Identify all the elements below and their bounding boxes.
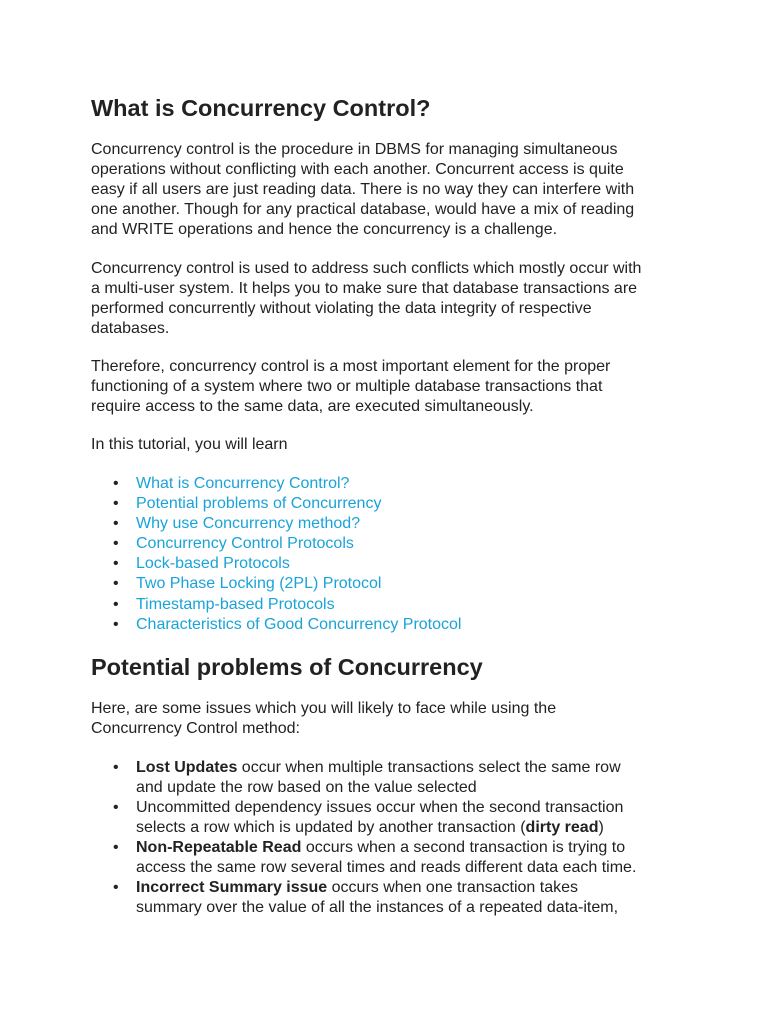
text-line: performed concurrently without violating the data integrity of respective (91, 300, 592, 317)
issue-term: Non-Repeatable Read (136, 839, 302, 856)
toc-link-characteristics[interactable]: Characteristics of Good Concurrency Protocol (136, 615, 462, 633)
bullet-icon: • (113, 839, 119, 856)
toc-item (91, 474, 691, 494)
toc-item (91, 494, 691, 514)
toc-link-timestamp-based[interactable]: Timestamp-based Protocols (136, 595, 335, 613)
text-line: and WRITE operations and hence the concurrency is a challenge. (91, 221, 558, 238)
toc-item (91, 595, 691, 615)
toc-link-why-use-concurrency[interactable]: Why use Concurrency method? (136, 515, 361, 533)
bullet-icon: • (113, 475, 119, 492)
tutorial-intro: In this tutorial, you will learn (91, 436, 288, 453)
bullet-icon: • (113, 759, 119, 776)
toc-link-what-is-concurrency-control[interactable]: What is Concurrency Control? (136, 475, 350, 492)
issue-term: dirty read (525, 819, 599, 836)
text-line: Concurrency Control method: (91, 720, 300, 737)
bullet-icon: • (113, 799, 119, 816)
text-line: one another. Though for any practical database, would have a mix of reading (91, 201, 635, 218)
section-intro (91, 699, 681, 739)
list-item (91, 878, 691, 918)
issue-text: ) (598, 819, 604, 836)
text-line: easy if all users are just reading data. There is no way they can interfere with (91, 181, 635, 198)
issue-text: selects a row which is updated by another transaction ( (136, 819, 526, 836)
toc-item (91, 574, 691, 594)
issue-text: occur when multiple transactions select the same row (237, 759, 621, 776)
paragraph-intro (91, 140, 681, 240)
text-line: require access to the same data, are executed simultaneously. (91, 398, 534, 415)
bullet-icon: • (113, 879, 119, 896)
issue-text: summary over the value of all the instances of a repeated data-item, (136, 899, 619, 916)
text-line: databases. (91, 320, 170, 337)
toc-item (91, 554, 691, 574)
toc-link-two-phase-locking[interactable]: Two Phase Locking (2PL) Protocol (136, 575, 382, 593)
bullet-icon: • (113, 575, 119, 593)
text-line: Therefore, concurrency control is a most important element for the proper (91, 358, 611, 375)
page-title: What is Concurrency Control? (91, 95, 431, 121)
toc-link-lock-based[interactable]: Lock-based Protocols (136, 555, 290, 573)
table-of-contents (91, 474, 691, 635)
toc-item (91, 514, 691, 534)
issue-text: occurs when a second transaction is trying to (301, 839, 626, 856)
bullet-icon: • (113, 555, 119, 573)
issue-term: Incorrect Summary issue (136, 879, 328, 896)
bullet-icon: • (113, 535, 119, 553)
list-item (91, 758, 691, 798)
section-heading: Potential problems of Concurrency (91, 654, 483, 680)
bullet-icon: • (113, 615, 119, 633)
issues-list (91, 758, 691, 918)
bullet-icon: • (113, 515, 119, 533)
toc-item (91, 615, 691, 635)
bullet-icon: • (113, 495, 119, 513)
paragraph-conflicts (91, 259, 681, 339)
text-line: operations without conflicting with each another. Concurrent access is quite (91, 161, 624, 178)
toc-item (91, 534, 691, 554)
text-line: Concurrency control is the procedure in DBMS for managing simultaneous (91, 141, 618, 158)
bullet-icon: • (113, 595, 119, 613)
toc-link-potential-problems[interactable]: Potential problems of Concurrency (136, 495, 382, 513)
text-line: Here, are some issues which you will likely to face while using the (91, 700, 557, 717)
text-line: a multi-user system. It helps you to make sure that database transactions are (91, 280, 638, 297)
issue-text: access the same row several times and reads different data each time. (136, 859, 637, 876)
text-line: Concurrency control is used to address such conflicts which mostly occur with (91, 260, 642, 277)
issue-text: Uncommitted dependency issues occur when the second transaction (136, 799, 624, 816)
toc-link-control-protocols[interactable]: Concurrency Control Protocols (136, 535, 354, 553)
list-item (91, 838, 691, 878)
issue-text: occurs when one transaction takes (327, 879, 579, 896)
issue-text: and update the row based on the value selected (136, 779, 477, 796)
text-line: functioning of a system where two or multiple database transactions that (91, 378, 603, 395)
issue-term: Lost Updates (136, 759, 238, 776)
list-item (91, 798, 691, 838)
paragraph-importance (91, 357, 681, 417)
